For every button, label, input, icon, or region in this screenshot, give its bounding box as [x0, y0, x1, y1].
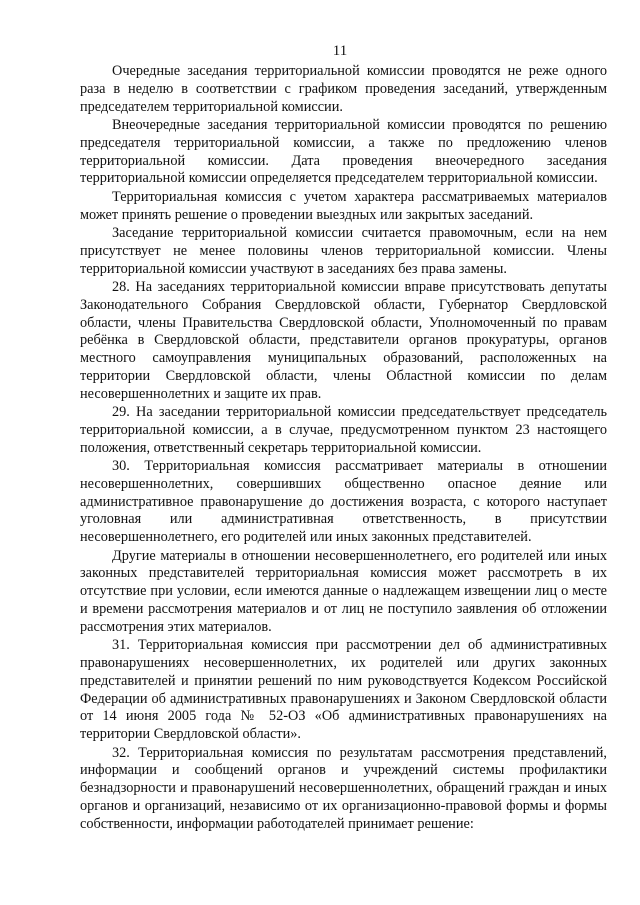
paragraph-other-materials: Другие материалы в отношении несовершеннолетнего, его родителей или иных законных представителей территориальная комиссия может рассмотреть в их отсутствие при условии, если имеются данные о надлежащем извещении лиц о месте и времени рассмотрения материалов и от лиц не поступило заявления об отложении рассмотрения этих материалов.: [80, 547, 607, 635]
document-body: [80, 63, 607, 834]
paragraph-item-30: 30. Территориальная комиссия рассматривает материалы в отношении несовершеннолетних, совершивших общественно опасное деяние или административное правонарушение до достижения возраста, с которого наступает уголовная или административная ответственность, в присутствии несовершеннолетнего, его родителей или иных законных представителей.: [80, 458, 607, 546]
paragraph-offsite-meetings: Территориальная комиссия с учетом характера рассматриваемых материалов может принять решение о проведении выездных или закрытых заседаний.: [80, 188, 607, 223]
paragraph-quorum: Заседание территориальной комиссии считается правомочным, если на нем присутствует не менее половины членов территориальной комиссии. Члены территориальной комиссии участвуют в заседаниях без права замены.: [80, 224, 607, 277]
paragraph-regular-meetings: Очередные заседания территориальной комиссии проводятся не реже одного раза в неделю в соответствии с графиком проведения заседаний, утвержденным председателем территориальной комиссии.: [80, 63, 607, 115]
paragraph-item-29: 29. На заседании территориальной комиссии председательствует председатель территориальной комиссии, а в случае, предусмотренном пунктом 23 настоящего положения, ответственный секретарь территориальной комиссии.: [80, 404, 607, 456]
paragraph-item-32: 32. Территориальная комиссия по результатам рассмотрения представлений, информации и сообщений органов и учреждений системы профилактики безнадзорности и правонарушений несовершеннолетних, обращений граждан и иных органов и организаций, независимо от их организационно-правовой формы и формы собственности, информации работодателей принимает решение:: [80, 744, 607, 832]
paragraph-item-31: 31. Территориальная комиссия при рассмотрении дел об административных правонарушениях несовершеннолетних, их родителей или других законных представителей и принятии решений по ним руководствуется Кодексом Российской Федерации об административных правонарушениях и Законом Свердловской области от 14 июня 2005 года № 52-ОЗ «Об административных правонарушениях на территории Свердловской области».: [80, 637, 607, 743]
page-number: 11: [332, 43, 348, 59]
paragraph-extraordinary-meetings: Внеочередные заседания территориальной комиссии проводятся по решению председателя территориальной комиссии, а также по предложению членов территориальной комиссии. Дата проведения внеочередного заседания территориальной комиссии определяется председателем территориальной комиссии.: [80, 116, 607, 187]
paragraph-item-28: 28. На заседаниях территориальной комиссии вправе присутствовать депутаты Законодательного Собрания Свердловской области, Губернатор Свердловской области, члены Правительства Свердловской области, Уполномоченный по правам ребёнка в Свердловской области, представители органов прокуратуры, органов местного самоуправления муниципальных образований, расположенных на территории Свердловской области, члены Областной комиссии по делам несовершеннолетних и защите их прав.: [80, 278, 607, 402]
